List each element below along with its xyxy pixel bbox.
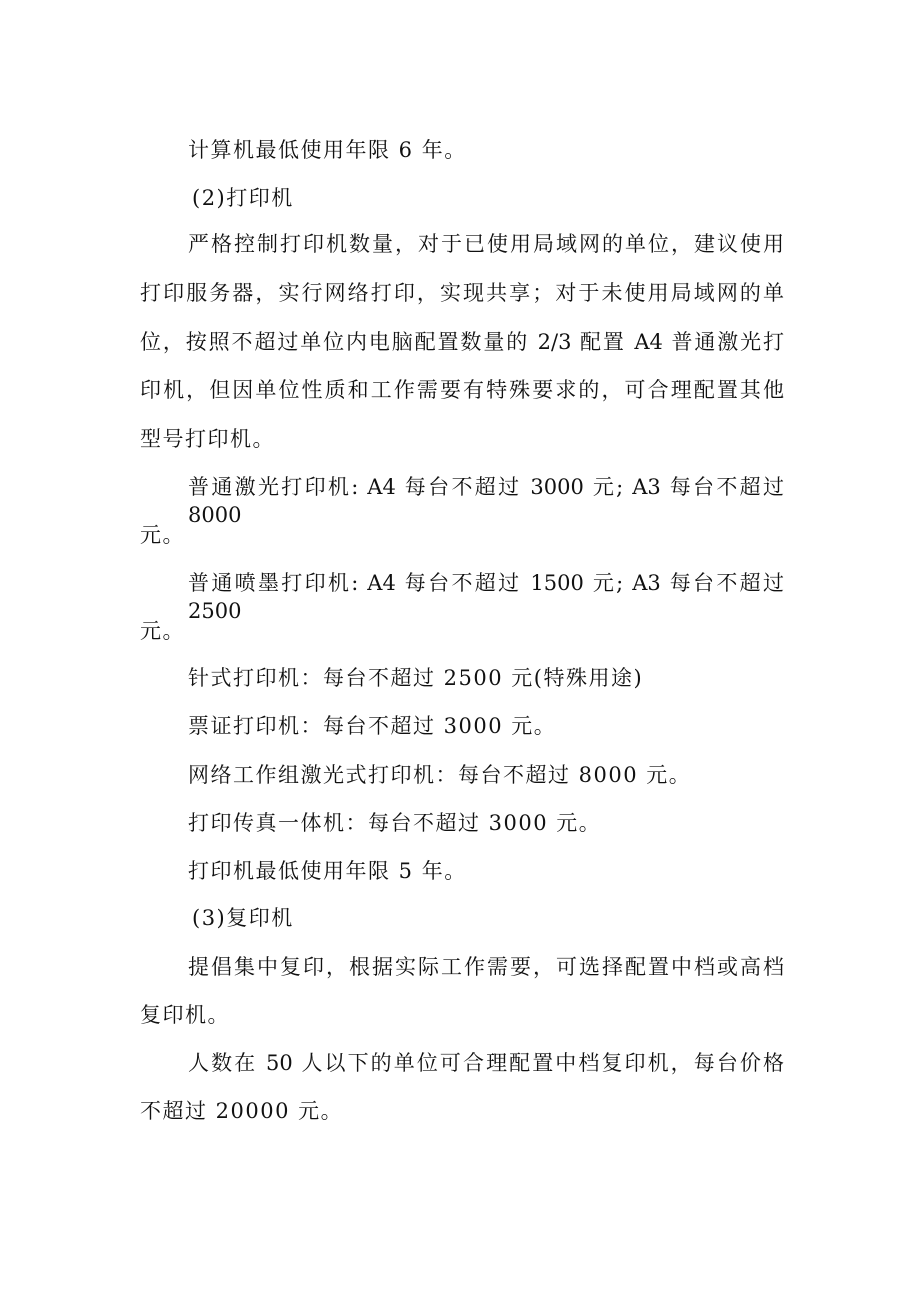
paragraph-printer-line-5: 型号打印机。: [140, 427, 275, 451]
copier-paragraph-line-1: 提倡集中复印，根据实际工作需要，可选择配置中档或高档: [188, 955, 784, 979]
mid-range-copier-line-1: 人数在 50 人以下的单位可合理配置中档复印机，每台价格: [188, 1051, 784, 1075]
dot-matrix-printer-price: 针式打印机：每台不超过 2500 元(特殊用途): [188, 666, 644, 690]
laser-printer-price-line-1: 普通激光打印机: A4 每台不超过 3000 元; A3 每台不超过 8000: [188, 475, 784, 527]
inkjet-printer-price-line-1: 普通喷墨打印机: A4 每台不超过 1500 元; A3 每台不超过 2500: [188, 571, 784, 623]
print-fax-all-in-one-price: 打印传真一体机：每台不超过 3000 元。: [188, 811, 602, 835]
network-laser-printer-price: 网络工作组激光式打印机：每台不超过 8000 元。: [188, 763, 692, 787]
printer-lifespan: 打印机最低使用年限 5 年。: [188, 859, 467, 883]
ticket-printer-price: 票证打印机：每台不超过 3000 元。: [188, 714, 557, 738]
paragraph-printer-line-2: 打印服务器，实行网络打印，实现共享；对于未使用局域网的单: [140, 281, 784, 305]
copier-paragraph-line-2: 复印机。: [140, 1003, 230, 1027]
inkjet-printer-price-line-2: 元。: [140, 619, 185, 643]
section-heading-printer: (2)打印机: [192, 186, 294, 210]
mid-range-copier-line-2: 不超过 20000 元。: [140, 1099, 344, 1123]
laser-printer-price-line-2: 元。: [140, 523, 185, 547]
paragraph-printer-line-1: 严格控制打印机数量，对于已使用局域网的单位，建议使用: [188, 232, 784, 256]
paragraph-computer-lifespan: 计算机最低使用年限 6 年。: [188, 138, 467, 162]
section-heading-copier: (3)复印机: [192, 906, 294, 930]
paragraph-printer-line-3: 位，按照不超过单位内电脑配置数量的 2/3 配置 A4 普通激光打: [140, 330, 784, 354]
paragraph-printer-line-4: 印机，但因单位性质和工作需要有特殊要求的，可合理配置其他: [140, 378, 784, 402]
